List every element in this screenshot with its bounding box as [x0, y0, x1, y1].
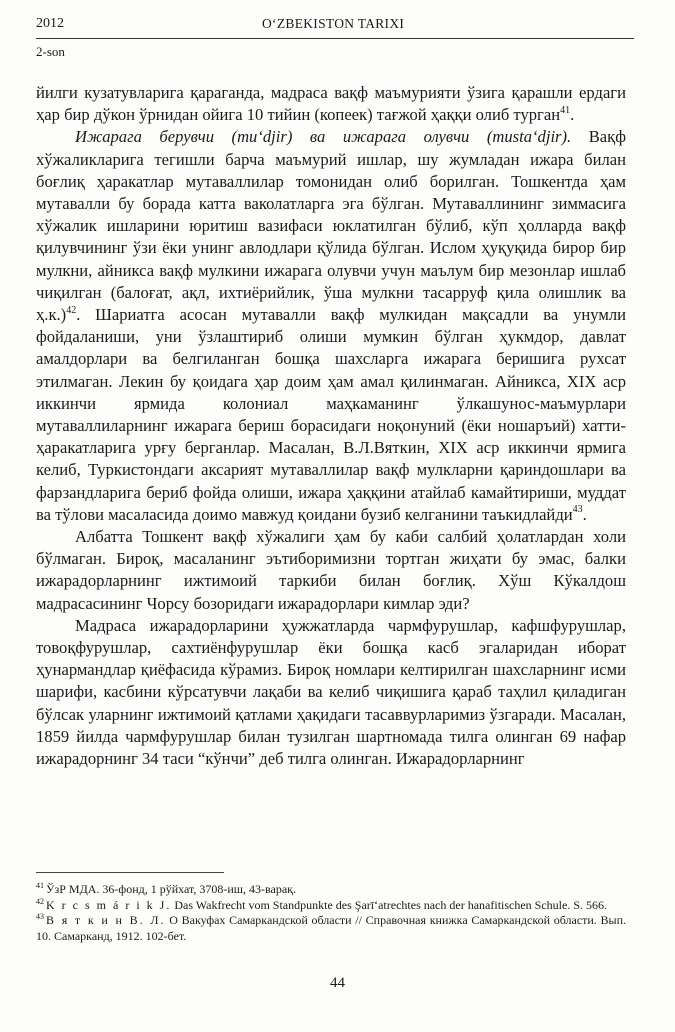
header-rule [36, 38, 634, 39]
footnote-43-mark: 43 [36, 912, 44, 921]
footnote-ref-42: 42 [66, 304, 77, 316]
header-year: 2012 [36, 16, 64, 31]
footnote-42-author: K r c s m á r i k J. [46, 897, 172, 912]
footnote-ref-43: 43 [572, 504, 583, 516]
paragraph-2-end: . [582, 504, 587, 524]
footnote-42 [36, 898, 626, 914]
running-header [36, 16, 634, 42]
paragraph-2 [36, 126, 626, 526]
footnote-ref-41: 41 [560, 104, 571, 116]
footnote-43 [36, 913, 626, 944]
footnote-41 [36, 882, 626, 898]
journal-title: O‘ZBEKISTON TARIXI [262, 16, 405, 31]
paragraph-2-text-a: Вақф хўжаликларига тегишли барча маъмурий ишлар, шу жумладан ижара билан боғлиқ ҳаракатлар мутаваллилар томонидан олиб борилган. Тошкентда ҳам мутавалли бу борада катта ваколатларга эга бўлган. Мутаваллининг зиммасига хўжалик ишларини юритиш вазифаси юклатилган бўлиб, кўп ҳолларда вақф қилувчининг ўзи ёки унинг авлодлари қўлида бўлган. Ислом ҳуқуқида бирор бир мулкни, айникса вақф мулкини ижарага олувчи учун маълум бир мезонлар ишлаб чиқилган (балоғат, ақл, ихтиёрийлик, ўша мулкни тасарруф қила олишлик ва ҳ.к.) [36, 127, 626, 325]
paragraph-1-end: . [570, 105, 575, 125]
paragraph-2-text-b: . Шариатга асосан мутавалли вақф мулкидан мақсадли ва унумли фойдаланиши, уни ўзлаштириб олиши мумкин бўлган ҳукмдор, давлат амалдорлари ва белгиланган бошқа шахсларга ижарага беришига рухсат этилмаган. Лекин бу қоидага ҳар доим ҳам амал қилинмаган. Айникса, XIX аср иккинчи ярмида колониал маҳкаманинг ўлкашунос-маъмурлари мутаваллиларнинг ижарага бериш борасидаги ноқонуний (ёки ношаръий) хатти-ҳаракатларига урғу берганлар. Масалан, В.Л.Вяткин, XIX аср иккинчи ярмига келиб, Туркистондаги аксарият мутаваллилар вақф мулкларни қариндошлари ва фарзандларига бериб фойда олиши, ижара ҳаққини атайлаб камайтириши, муддат ва тўлови масаласида доимо мавжуд қоидани бузиб келганини таъкидлайди [36, 305, 626, 524]
paragraph-1 [36, 82, 626, 126]
footnotes [36, 882, 626, 944]
page-number: 44 [330, 975, 345, 991]
footnote-41-mark: 41 [36, 881, 44, 890]
paragraph-4: Мадраса ижарадорларини ҳужжатларда чармфурушлар, кафшфурушлар, товоқфурушлар, сахтиёнфурушлар ёки бошқа касб эгаларидан иборат ҳунармандлар қиёфасида кўрамиз. Бироқ номлари келтирилган шахсларнинг исми шарифи, касбини кўрсатувчи лақаби ва келиб чиқишига қараб таҳлил қиладиган бўлсак уларнинг ижтимоий қатлами ҳақидаги тасаввурларимиз ўзгаради. Масалан, 1859 йилда чармфурушлар билан тузилган шартномада тилга олинган 69 нафар ижарадорнинг 34 таси “кўнчи” деб тилга олинган. Ижарадорларнинг [36, 615, 626, 769]
footnote-41-text: ЎзР МДА. 36-фонд, 1 рўйхат, 3708-иш, 43-варақ. [46, 882, 296, 896]
footnote-42-mark: 42 [36, 896, 44, 906]
issue-number: 2-son [36, 44, 65, 59]
paragraph-1-text: йилги кузатувларига қараганда, мадраса вақф маъмурияти ўзига қарашли ердаги ҳар бир дўкон ўрнидан ойига 10 тийин (копеек) тағжой ҳаққи олиб турган [36, 83, 626, 125]
footnote-42-text: Das Wakfrecht vom Standpunkte des Şarī‘atrechtes nach der hanafitischen Schule. S. 566. [171, 897, 608, 912]
footnote-43-author: В я т к и н В. Л. [46, 913, 166, 927]
footnote-rule [36, 872, 224, 873]
section-heading: Ижарага берувчи (mu‘djir) ва ижарага олувчи (musta‘djir). [75, 127, 572, 147]
footnote-43-text: О Вакуфах Самаркандской области // Справочная книжка Самаркандской области. Вып. 10. Самарканд, 1912. 102-бет. [36, 913, 627, 943]
article-body [36, 82, 626, 770]
paragraph-3: Албатта Тошкент вақф хўжалиги ҳам бу каби салбий ҳолатлардан холи бўлмаган. Бироқ, масаланинг эътиборимизни тортган жиҳати бу эмас, балки ижарадорларнинг ижтимоий таркиби билан боғлиқ. Хўш Кўкалдош мадрасасининг Чорсу бозоридаги ижарадорлари кимлар эди? [36, 527, 626, 613]
